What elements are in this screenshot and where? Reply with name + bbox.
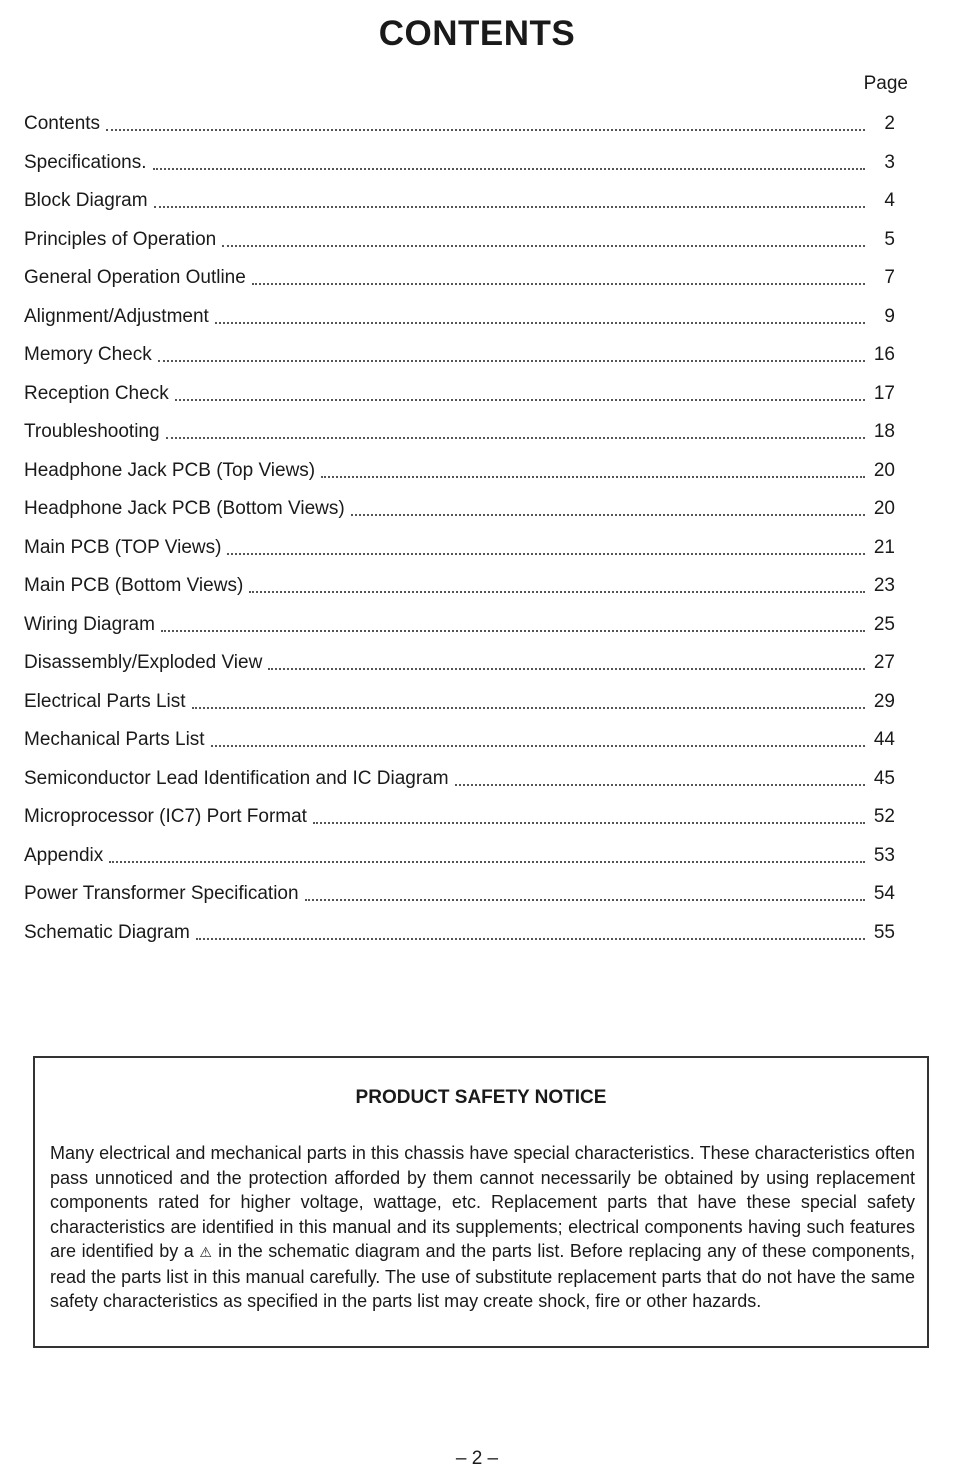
toc-entry bbox=[24, 493, 895, 532]
safety-notice-text-2: in the schematic diagram and the parts list. Before replacing any of these components, read the parts list in this manual carefully. The use of substitute replacement parts that do not have the same safety characteristics as specified in the parts list may create shock, fire or other hazards. bbox=[50, 1241, 915, 1311]
toc-dot-leader bbox=[215, 303, 865, 324]
safety-notice-body bbox=[50, 1141, 915, 1314]
toc-entry bbox=[24, 532, 895, 571]
toc-dot-leader bbox=[161, 611, 865, 632]
toc-entry-label: Specifications. bbox=[24, 151, 147, 173]
toc-entry-label: Headphone Jack PCB (Top Views) bbox=[24, 459, 316, 481]
toc-entry bbox=[24, 339, 895, 378]
toc-entry-page: 27 bbox=[873, 652, 895, 673]
safety-notice-text-1: Many electrical and mechanical parts in this chassis have special characteristics. These characteristics often pass unnoticed and the protection afforded by them cannot necessarily be obtained by using replacement components rated for higher voltage, wattage, etc. Replacement parts that have these special safety characteristics are identified in this manual and its supplements; electrical components having such features are identified by a bbox=[50, 1143, 915, 1261]
toc-entry bbox=[24, 917, 895, 956]
toc-dot-leader bbox=[455, 765, 865, 786]
toc-entry-page: 44 bbox=[873, 729, 895, 750]
toc-entry-label: Mechanical Parts List bbox=[24, 729, 205, 750]
toc-dot-leader bbox=[305, 880, 865, 901]
toc-entry bbox=[24, 378, 895, 417]
toc-entry bbox=[24, 763, 895, 802]
toc-entry-label: Reception Check bbox=[24, 382, 169, 404]
toc-entry-page: 53 bbox=[873, 844, 895, 866]
toc-entry bbox=[24, 147, 895, 186]
toc-entry bbox=[24, 647, 895, 686]
toc-entry bbox=[24, 416, 895, 455]
toc-entry-page: 7 bbox=[884, 267, 895, 288]
toc-entry bbox=[24, 455, 895, 494]
toc-entry-label: Headphone Jack PCB (Bottom Views) bbox=[24, 498, 345, 519]
toc-entry-page: 18 bbox=[873, 421, 895, 442]
toc-entry-page: 25 bbox=[873, 613, 895, 635]
toc-entry-label: Main PCB (TOP Views) bbox=[24, 536, 222, 558]
toc-entry-label: Principles of Operation bbox=[24, 228, 217, 250]
toc-entry bbox=[24, 686, 895, 725]
toc-dot-leader bbox=[109, 842, 865, 863]
toc-entry-page: 45 bbox=[873, 767, 895, 789]
toc-dot-leader bbox=[192, 688, 865, 709]
toc-entry-page: 2 bbox=[884, 113, 895, 134]
toc-dot-leader bbox=[313, 803, 865, 824]
toc-entry-page: 17 bbox=[873, 382, 895, 404]
table-of-contents bbox=[24, 108, 895, 955]
toc-entry-page: 54 bbox=[873, 883, 895, 904]
toc-dot-leader bbox=[351, 495, 865, 516]
toc-entry bbox=[24, 840, 895, 879]
toc-entry-label: Schematic Diagram bbox=[24, 921, 190, 943]
toc-dot-leader bbox=[175, 380, 865, 401]
toc-entry-label: Block Diagram bbox=[24, 190, 148, 211]
toc-entry bbox=[24, 570, 895, 609]
toc-entry-label: Memory Check bbox=[24, 344, 152, 365]
toc-dot-leader bbox=[252, 264, 865, 285]
page-column-header: Page bbox=[863, 73, 908, 94]
toc-entry-page: 5 bbox=[884, 228, 895, 250]
toc-dot-leader bbox=[222, 226, 865, 247]
safety-notice-box bbox=[33, 1056, 929, 1348]
toc-entry-page: 52 bbox=[873, 806, 895, 827]
page-number-footer: – 2 – bbox=[455, 1448, 499, 1469]
safety-warning-icon: ⚠ bbox=[199, 1244, 213, 1260]
toc-entry-page: 21 bbox=[873, 536, 895, 558]
toc-dot-leader bbox=[249, 572, 865, 593]
toc-entry-label: Microprocessor (IC7) Port Format bbox=[24, 806, 307, 827]
toc-entry-label: Contents bbox=[24, 113, 101, 134]
toc-entry-label: Alignment/Adjustment bbox=[24, 305, 209, 327]
toc-dot-leader bbox=[211, 726, 865, 747]
toc-entry-page: 20 bbox=[873, 459, 895, 481]
toc-entry bbox=[24, 108, 895, 147]
toc-entry-label: Wiring Diagram bbox=[24, 613, 155, 635]
toc-entry bbox=[24, 262, 895, 301]
toc-dot-leader bbox=[321, 457, 865, 478]
toc-entry-page: 9 bbox=[884, 305, 895, 327]
toc-entry bbox=[24, 801, 895, 840]
toc-dot-leader bbox=[166, 418, 865, 439]
toc-entry-page: 29 bbox=[873, 690, 895, 712]
toc-entry-label: Power Transformer Specification bbox=[24, 883, 299, 904]
toc-entry bbox=[24, 185, 895, 224]
toc-dot-leader bbox=[154, 187, 865, 208]
toc-entry-label: Main PCB (Bottom Views) bbox=[24, 575, 244, 596]
toc-entry-page: 16 bbox=[873, 344, 895, 365]
toc-entry-page: 4 bbox=[884, 190, 895, 211]
toc-entry-page: 3 bbox=[884, 151, 895, 173]
toc-dot-leader bbox=[227, 534, 865, 555]
toc-dot-leader bbox=[106, 110, 865, 131]
page-title: CONTENTS bbox=[378, 14, 576, 53]
toc-entry bbox=[24, 609, 895, 648]
safety-notice-title: PRODUCT SAFETY NOTICE bbox=[355, 1087, 607, 1108]
toc-entry-page: 55 bbox=[873, 921, 895, 943]
toc-entry-label: Troubleshooting bbox=[24, 421, 160, 442]
toc-entry bbox=[24, 224, 895, 263]
toc-entry bbox=[24, 301, 895, 340]
toc-entry-label: Electrical Parts List bbox=[24, 690, 186, 712]
toc-entry bbox=[24, 878, 895, 917]
toc-dot-leader bbox=[196, 919, 865, 940]
toc-entry-page: 20 bbox=[873, 498, 895, 519]
toc-entry-page: 23 bbox=[873, 575, 895, 596]
toc-entry-label: Disassembly/Exploded View bbox=[24, 652, 263, 673]
toc-entry-label: General Operation Outline bbox=[24, 267, 246, 288]
toc-dot-leader bbox=[153, 149, 865, 170]
toc-entry-label: Semiconductor Lead Identification and IC Diagram bbox=[24, 767, 449, 789]
toc-entry-label: Appendix bbox=[24, 844, 104, 866]
toc-dot-leader bbox=[268, 649, 865, 670]
toc-dot-leader bbox=[158, 341, 865, 362]
toc-entry bbox=[24, 724, 895, 763]
